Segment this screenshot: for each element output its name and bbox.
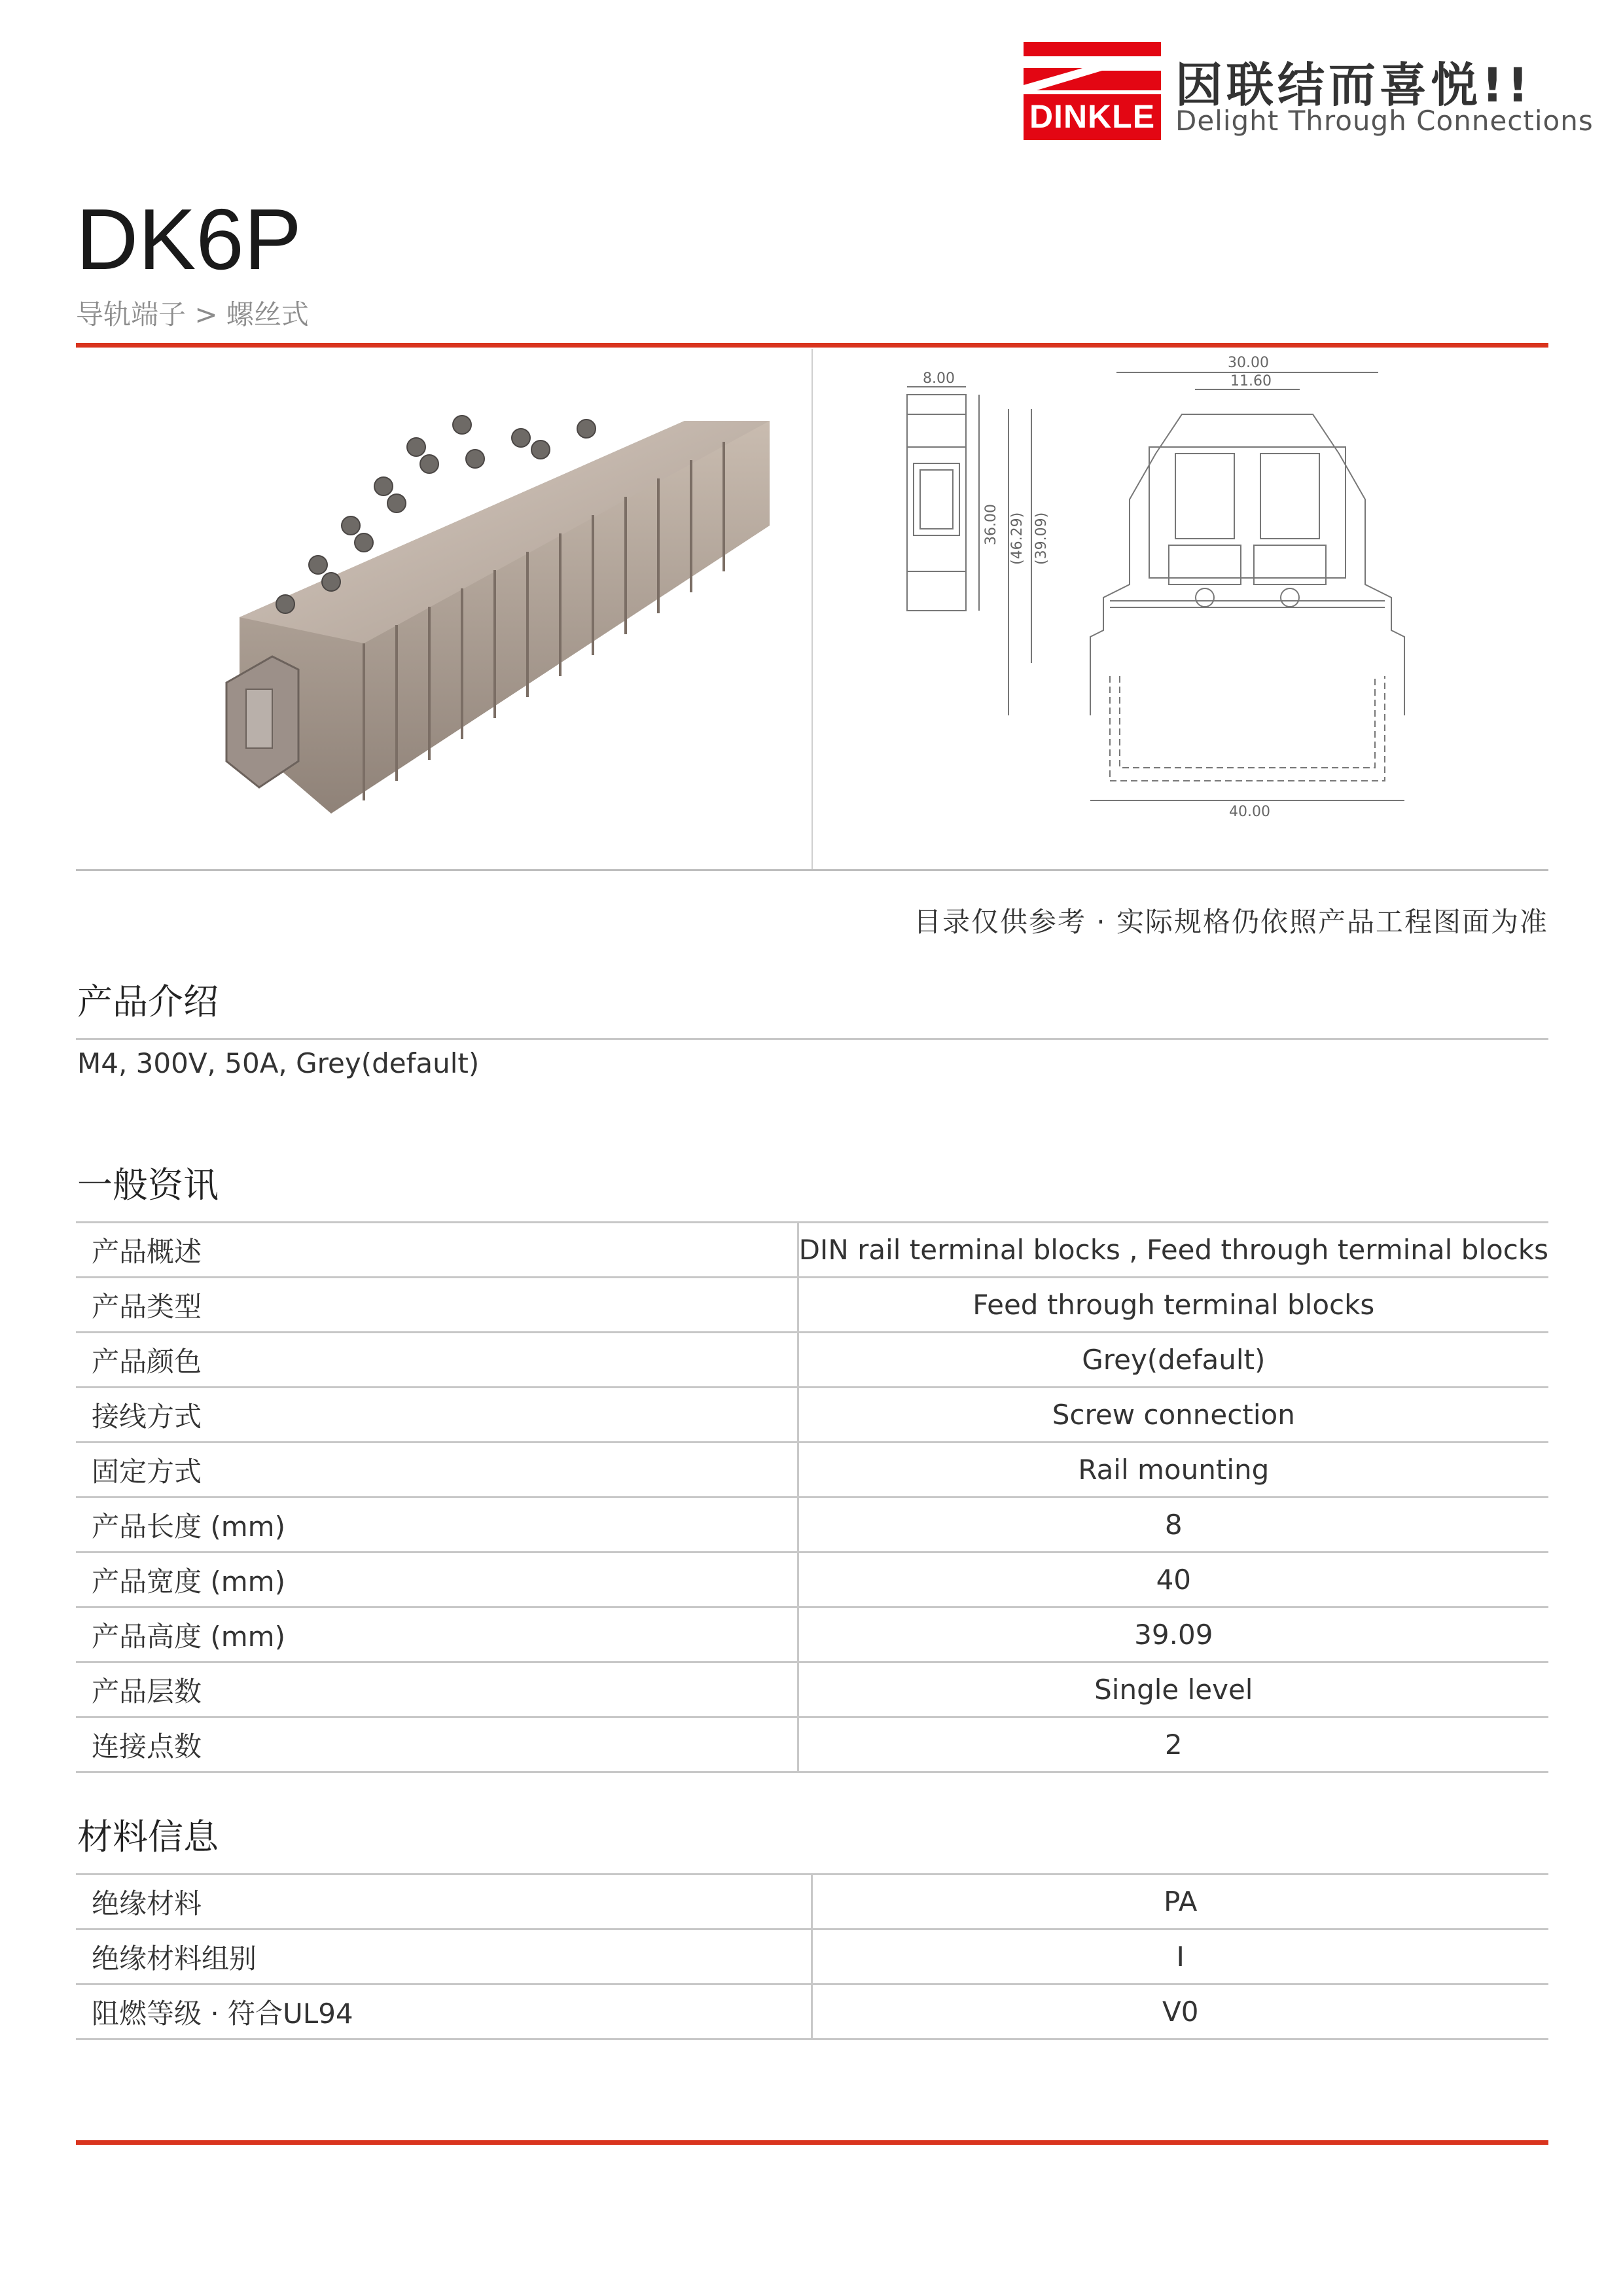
row-key: 产品概述 — [76, 1223, 798, 1278]
row-value: Grey(default) — [798, 1333, 1548, 1388]
row-key: 产品高度 (mm) — [76, 1607, 798, 1662]
dim-height-a: 36.00 — [983, 504, 999, 545]
table-row — [76, 1874, 1548, 1929]
logo-brand-text: DINKLE — [1029, 98, 1156, 135]
table-row — [76, 1498, 1548, 1552]
row-value: 39.09 — [798, 1607, 1548, 1662]
table-row — [76, 1929, 1548, 1984]
intro-rule — [76, 1038, 1548, 1040]
row-key: 产品颜色 — [76, 1333, 798, 1388]
slogan-en: Delight Through Connections — [1175, 105, 1594, 137]
dim-side-width: 8.00 — [923, 370, 955, 387]
slogan-cn: 因联结而喜悦!! — [1175, 58, 1533, 113]
table-row — [76, 1278, 1548, 1333]
table-row — [76, 1333, 1548, 1388]
row-key: 固定方式 — [76, 1443, 798, 1498]
material-table — [76, 1873, 1548, 2040]
row-key: 产品层数 — [76, 1662, 798, 1717]
product-title: DK6P — [76, 191, 302, 287]
table-row — [76, 1662, 1548, 1717]
dimension-drawing — [894, 349, 1516, 870]
table-row — [76, 1607, 1548, 1662]
breadcrumb: 导轨端子 > 螺丝式 — [76, 298, 309, 331]
row-value: Single level — [798, 1662, 1548, 1717]
images-bottom-rule — [76, 869, 1548, 871]
material-heading: 材料信息 — [77, 1816, 219, 1857]
intro-heading: 产品介绍 — [77, 981, 219, 1022]
row-key: 连接点数 — [76, 1717, 798, 1772]
row-key: 阻燃等级 · 符合UL94 — [76, 1984, 812, 2039]
intro-text: M4, 300V, 50A, Grey(default) — [77, 1047, 480, 1079]
row-value: Feed through terminal blocks — [798, 1278, 1548, 1333]
footer-divider — [76, 2140, 1548, 2145]
table-row — [76, 1388, 1548, 1443]
row-value: V0 — [812, 1984, 1548, 2039]
row-value: Rail mounting — [798, 1443, 1548, 1498]
dim-bottom: 40.00 — [1229, 804, 1270, 820]
image-divider — [812, 349, 813, 870]
row-value: PA — [812, 1874, 1548, 1929]
title-divider — [76, 343, 1548, 348]
row-value: 8 — [798, 1498, 1548, 1552]
dim-height-b: (46.29) — [1009, 512, 1026, 565]
row-key: 产品类型 — [76, 1278, 798, 1333]
row-key: 产品宽度 (mm) — [76, 1552, 798, 1607]
general-heading: 一般资讯 — [77, 1164, 219, 1206]
disclaimer: 目录仅供参考 · 实际规格仍依照产品工程图面为准 — [913, 906, 1548, 938]
product-images — [76, 349, 1548, 870]
dim-height-c: (39.09) — [1033, 512, 1050, 565]
product-photo — [200, 395, 783, 840]
row-value: 40 — [798, 1552, 1548, 1607]
table-row — [76, 1223, 1548, 1278]
table-row — [76, 1552, 1548, 1607]
table-row — [76, 1717, 1548, 1772]
row-key: 绝缘材料组别 — [76, 1929, 812, 1984]
row-key: 产品长度 (mm) — [76, 1498, 798, 1552]
row-value: I — [812, 1929, 1548, 1984]
table-row — [76, 1984, 1548, 2039]
row-key: 绝缘材料 — [76, 1874, 812, 1929]
row-value: 2 — [798, 1717, 1548, 1772]
row-value: DIN rail terminal blocks , Feed through terminal blocks — [798, 1223, 1548, 1278]
row-key: 接线方式 — [76, 1388, 798, 1443]
brand-logo — [1024, 41, 1594, 145]
table-row — [76, 1443, 1548, 1498]
dim-top-inner: 11.60 — [1230, 373, 1272, 389]
general-table — [76, 1221, 1548, 1773]
row-value: Screw connection — [798, 1388, 1548, 1443]
dim-top-outer: 30.00 — [1228, 355, 1269, 371]
